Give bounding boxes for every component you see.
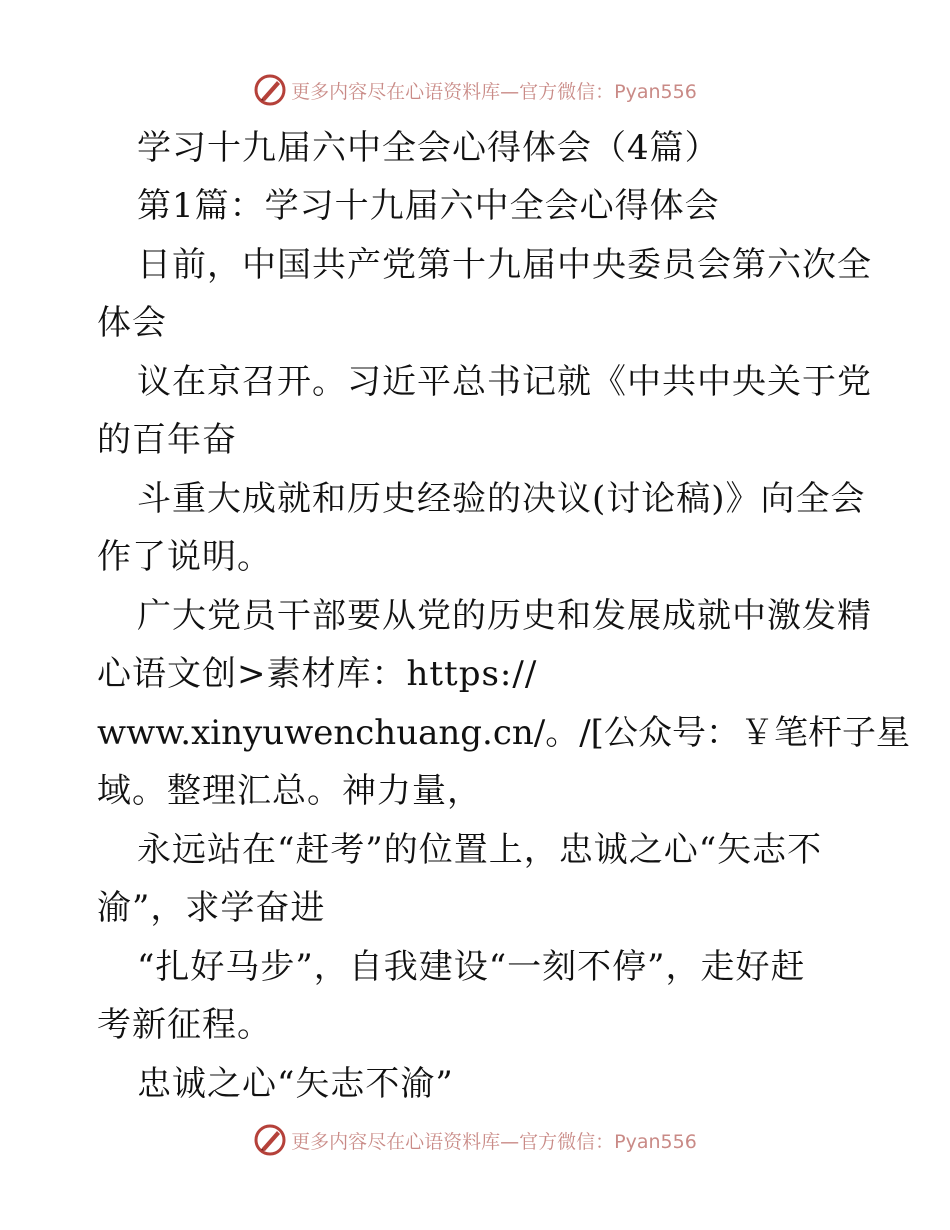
body-line: 永远站在“赶考”的位置上，忠诚之心“矢志不 [137,830,823,870]
watermark-text: 更多内容尽在心语资料库—官方微信：Pyan556 [291,80,697,103]
pen-logo-icon [253,1123,287,1157]
body-line: 忠诚之心“矢志不渝” [137,1064,454,1104]
body-line: 域。整理汇总。神力量， [97,771,482,811]
body-line: 体会 [97,303,167,343]
document-title: 学习十九届六中全会心得体会（4篇） [137,128,720,168]
body-line: 的百年奋 [97,420,237,460]
watermark-text: 更多内容尽在心语资料库—官方微信：Pyan556 [291,1130,697,1153]
body-line: 作了说明。 [97,537,272,577]
body-line: www.xinyuwenchuang.cn/。/[公众号：￥笔杆子星 [97,713,910,753]
body-line: 渝”，求学奋进 [97,888,326,928]
body-line: 斗重大成就和历史经验的决议(讨论稿)》向全会 [137,479,866,519]
body-line: 日前，中国共产党第十九届中央委员会第六次全 [137,245,872,285]
body-line: 考新征程。 [97,1005,272,1045]
pen-logo-icon [253,73,287,107]
watermark-header [0,70,950,110]
section-heading: 第1篇：学习十九届六中全会心得体会 [137,186,720,226]
body-line: 心语文创>素材库：https:// [97,654,538,694]
body-line: “扎好马步”，自我建设“一刻不停”，走好赶 [137,947,806,987]
watermark-footer [0,1120,950,1160]
body-line: 议在京召开。习近平总书记就《中共中央关于党 [137,362,872,402]
body-line: 广大党员干部要从党的历史和发展成就中激发精 [137,596,872,636]
